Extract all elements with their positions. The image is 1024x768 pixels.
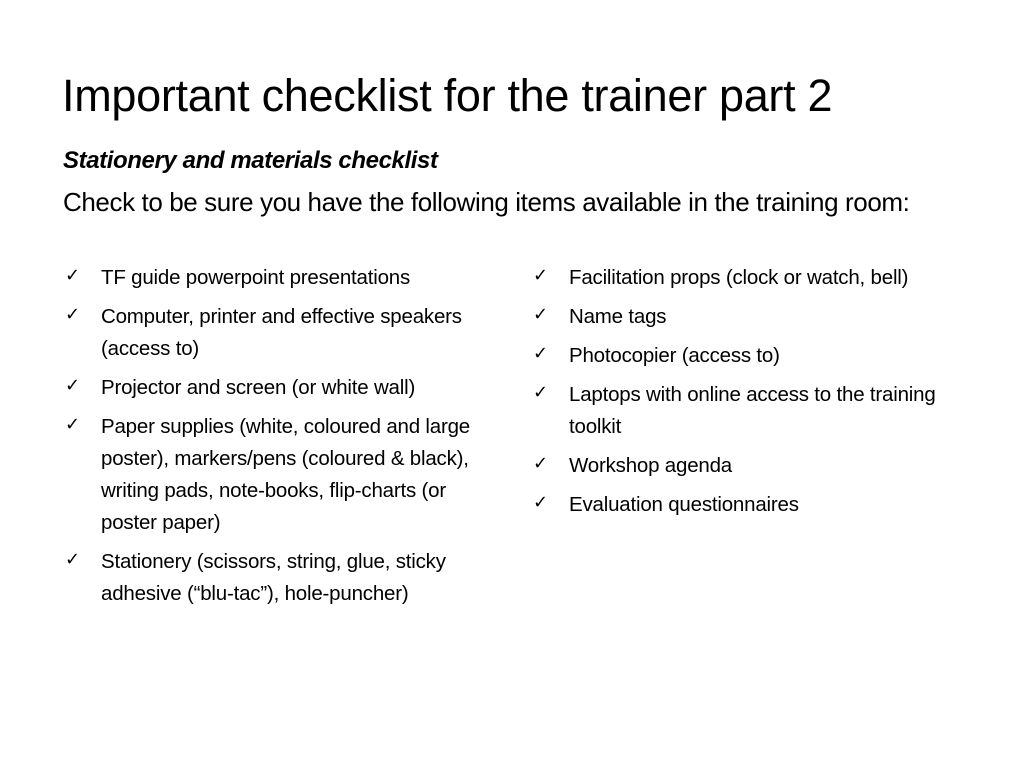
checklist-item bbox=[531, 489, 961, 521]
checklist-item bbox=[63, 372, 503, 404]
slide-title: Important checklist for the trainer part 2 bbox=[62, 70, 833, 121]
check-icon: ✓ bbox=[65, 414, 80, 435]
check-icon: ✓ bbox=[533, 492, 548, 513]
checklist-right bbox=[531, 262, 961, 528]
checklist-item-label: Evaluation questionnaires bbox=[569, 493, 799, 516]
checklist-item-label: Stationery (scissors, string, glue, sticky adhesive (“blu-tac”), hole-puncher) bbox=[101, 550, 446, 605]
check-icon: ✓ bbox=[65, 549, 80, 570]
checklist-item bbox=[63, 301, 503, 365]
check-icon: ✓ bbox=[533, 382, 548, 403]
checklist-item bbox=[531, 340, 961, 372]
check-icon: ✓ bbox=[533, 453, 548, 474]
checklist-item-label: Name tags bbox=[569, 305, 667, 328]
checklist-item-label: Photocopier (access to) bbox=[569, 344, 780, 367]
checklist-item bbox=[63, 546, 503, 610]
checklist-item-label: Projector and screen (or white wall) bbox=[101, 376, 416, 399]
checklist-item bbox=[63, 411, 503, 539]
checklist-item bbox=[531, 301, 961, 333]
check-icon: ✓ bbox=[65, 375, 80, 396]
checklist-item-label: Laptops with online access to the training toolkit bbox=[569, 383, 936, 438]
checklist-item-label: Facilitation props (clock or watch, bell) bbox=[569, 266, 909, 289]
checklist-left bbox=[63, 262, 503, 617]
checklist-item bbox=[531, 262, 961, 294]
check-icon: ✓ bbox=[533, 343, 548, 364]
checklist-item-label: Workshop agenda bbox=[569, 454, 733, 477]
checklist-item bbox=[531, 450, 961, 482]
check-icon: ✓ bbox=[65, 304, 80, 325]
intro-text: Check to be sure you have the following items available in the training room: bbox=[63, 187, 910, 217]
checklist-item-label: Paper supplies (white, coloured and large poster), markers/pens (coloured & black), writing pads, note-books, flip-charts (or poster paper) bbox=[101, 415, 470, 534]
checklist-item-label: TF guide powerpoint presentations bbox=[101, 266, 411, 289]
check-icon: ✓ bbox=[65, 265, 80, 286]
check-icon: ✓ bbox=[533, 265, 548, 286]
check-icon: ✓ bbox=[533, 304, 548, 325]
checklist-item bbox=[63, 262, 503, 294]
checklist-item-label: Computer, printer and effective speakers (access to) bbox=[101, 305, 462, 360]
slide-subtitle: Stationery and materials checklist bbox=[63, 147, 438, 174]
checklist-item bbox=[531, 379, 961, 443]
